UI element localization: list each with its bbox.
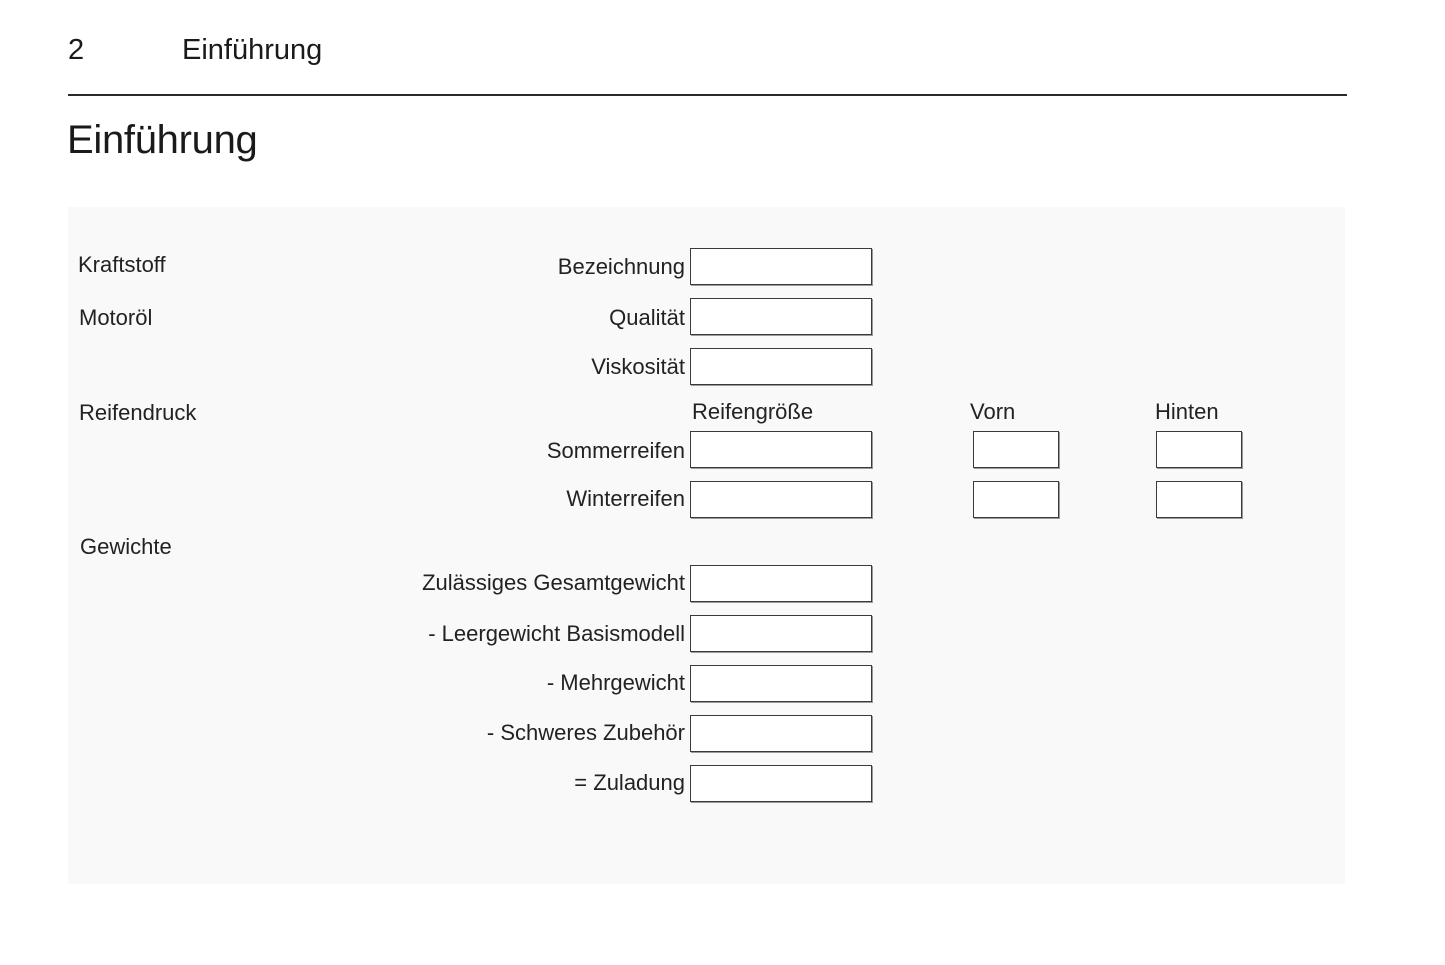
- label-extra-weight: - Mehrgewicht: [546, 670, 685, 695]
- section-label-oil: Motoröl: [79, 305, 153, 330]
- winter-front-pressure-field[interactable]: [973, 481, 1059, 518]
- column-header-front: Vorn: [970, 399, 1016, 424]
- label-winter-tires: Winterreifen: [566, 486, 685, 511]
- column-header-rear: Hinten: [1155, 399, 1219, 424]
- page-title: Einführung: [67, 118, 258, 162]
- gross-weight-field[interactable]: [690, 565, 872, 602]
- vehicle-data-form: [68, 207, 1345, 884]
- label-designation: Bezeichnung: [557, 254, 685, 279]
- label-empty-weight: - Leergewicht Basismodell: [428, 621, 685, 646]
- viscosity-field[interactable]: [690, 348, 872, 385]
- label-payload: = Zuladung: [574, 770, 685, 795]
- running-title: Einführung: [182, 34, 323, 66]
- section-label-fuel: Kraftstoff: [78, 252, 166, 277]
- empty-weight-field[interactable]: [690, 615, 872, 652]
- payload-field[interactable]: [690, 765, 872, 802]
- label-heavy-accessories: - Schweres Zubehör: [486, 720, 685, 745]
- winter-rear-pressure-field[interactable]: [1156, 481, 1242, 518]
- label-summer-tires: Sommerreifen: [546, 438, 685, 463]
- heavy-accessories-field[interactable]: [690, 715, 872, 752]
- extra-weight-field[interactable]: [690, 665, 872, 702]
- summer-rear-pressure-field[interactable]: [1156, 431, 1242, 468]
- summer-tire-size-field[interactable]: [690, 431, 872, 468]
- summer-front-pressure-field[interactable]: [973, 431, 1059, 468]
- header-rule: [68, 94, 1347, 96]
- column-header-tire-size: Reifengröße: [692, 399, 814, 424]
- label-gross-weight: Zulässiges Gesamtgewicht: [422, 570, 685, 595]
- label-viscosity: Viskosität: [591, 354, 685, 379]
- winter-tire-size-field[interactable]: [690, 481, 872, 518]
- quality-field[interactable]: [690, 298, 872, 335]
- label-quality: Qualität: [609, 305, 685, 330]
- designation-field[interactable]: [690, 248, 872, 285]
- section-label-weights: Gewichte: [80, 534, 172, 559]
- page-number: 2: [68, 34, 85, 66]
- section-label-tire-pressure: Reifendruck: [79, 400, 197, 425]
